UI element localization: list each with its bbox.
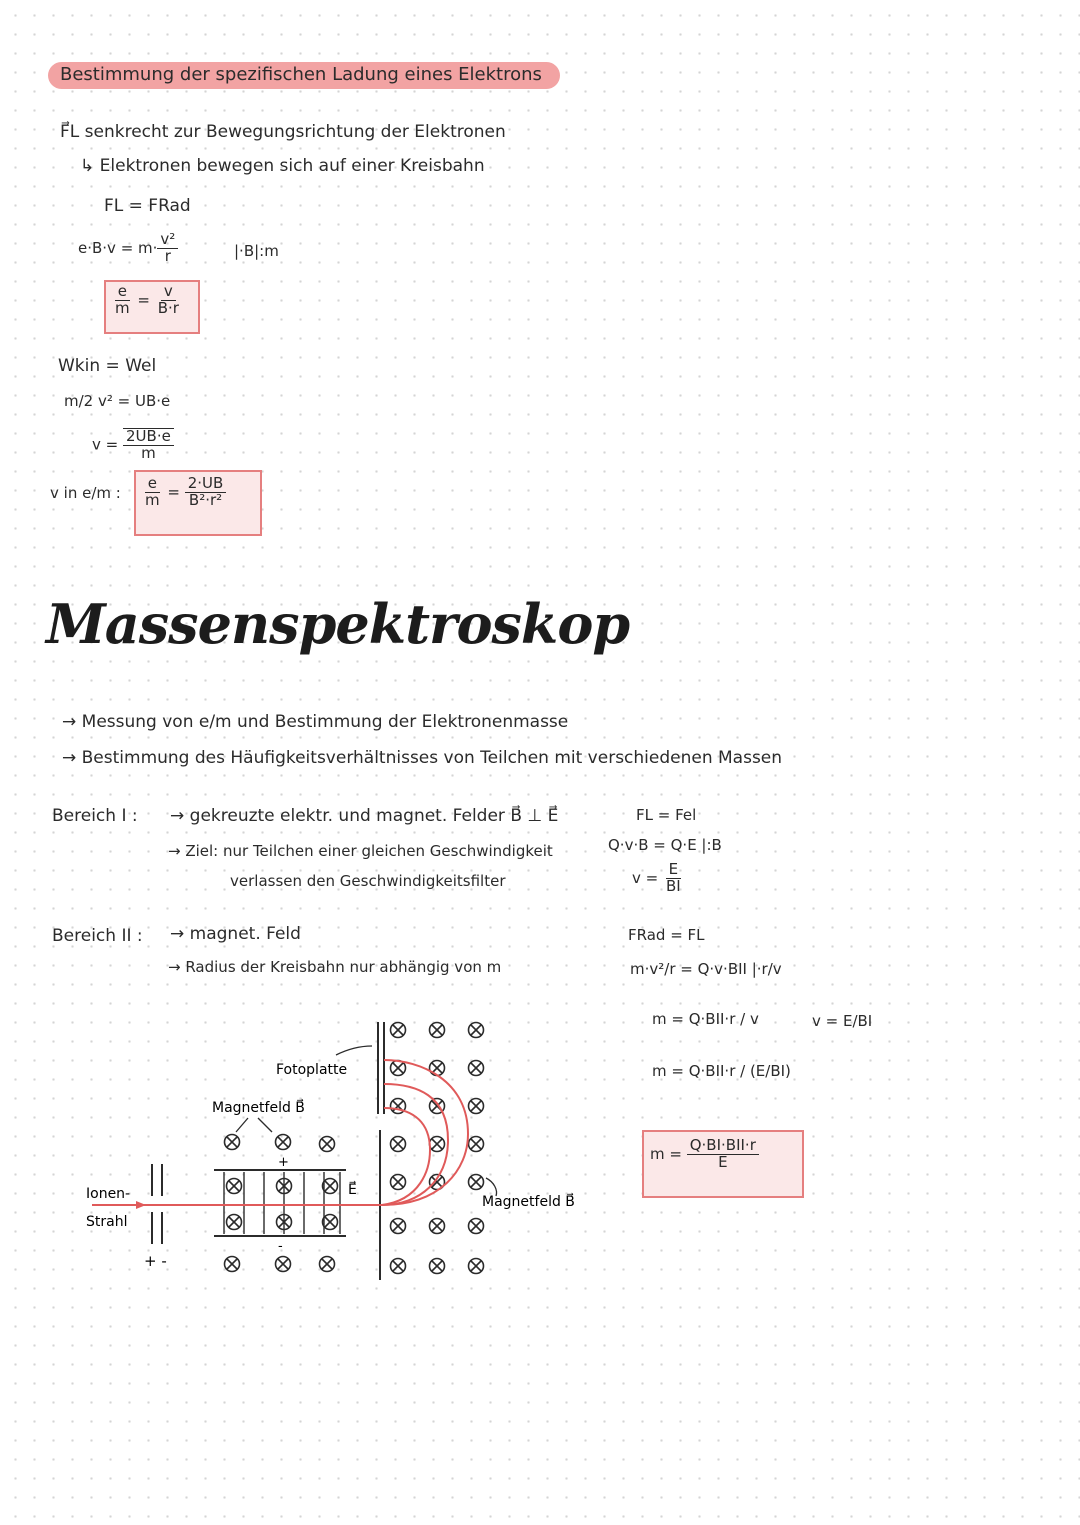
eq-energy: Wkin = Wel	[58, 356, 157, 376]
label-magnetfeld-1: Magnetfeld B⃗	[212, 1100, 305, 1116]
right-eq-5: m·v²/r = Q·v·BII |·r/v	[630, 960, 782, 978]
label-minus: -	[278, 1239, 283, 1254]
side-note-velocity: v = E/BI	[812, 1012, 873, 1030]
eq-label-v-in: v in e/m :	[50, 484, 121, 502]
line-circular-path: ↳ Elektronen bewegen sich auf einer Kreisbahn	[80, 156, 485, 176]
bereich1-text: → gekreuzte elektr. und magnet. Felder B⃗ ⊥ E⃗	[170, 806, 559, 826]
bereich1-goal-2: verlassen den Geschwindigkeitsfilter	[230, 872, 506, 890]
right-eq-6: m = Q·BII·r / v	[652, 1010, 759, 1028]
box2-equation: $\frac{e}{m}$ = $\frac{2\cdot UB}{\text{B²·r²}}$	[142, 476, 226, 509]
label-strahl: Strahl	[86, 1214, 128, 1230]
section1-heading: Bestimmung der spezifischen Ladung eines Elektrons	[48, 62, 560, 89]
eq-velocity: v = $\frac{2UB\cdot e}{m}$	[92, 428, 174, 462]
right-eq-4: FRad = FL	[628, 926, 705, 944]
bereich2-detail: → Radius der Kreisbahn nur abhängig von m	[168, 958, 502, 976]
right-eq-7: m = Q·BII·r / (E/BI)	[652, 1062, 791, 1080]
bullet-abundance: → Bestimmung des Häufigkeitsverhältnisses von Teilchen mit verschiedenen Massen	[62, 748, 783, 768]
line-force-perpendicular: F⃗L senkrecht zur Bewegungsrichtung der Elektronen	[60, 122, 506, 142]
label-plus-minus: + -	[144, 1252, 167, 1270]
eq-lorentz-centripetal: e·B·v = m· $\frac{\text{v²}}{r}$	[78, 232, 178, 265]
right-eq-2: Q·v·B = Q·E |:B	[608, 836, 722, 854]
eq-kinetic-electric: m/2 v² = UB·e	[64, 392, 171, 410]
label-plus: +	[278, 1155, 289, 1170]
bereich1-label: Bereich I :	[52, 806, 138, 826]
label-e-field: E⃗	[348, 1182, 357, 1198]
bereich2-text: → magnet. Feld	[170, 924, 301, 944]
bullet-measure: → Messung von e/m und Bestimmung der Elektronenmasse	[62, 712, 569, 732]
label-fotoplatte: Fotoplatte	[276, 1062, 348, 1078]
label-magnetfeld-2: Magnetfeld B⃗	[482, 1194, 575, 1210]
bereich2-label: Bereich II :	[52, 926, 143, 946]
field-symbols-region-2	[391, 1023, 484, 1274]
right-eq-1: FL = Fel	[636, 806, 697, 824]
label-ionen: Ionen-	[86, 1186, 131, 1202]
eq-operation: |·B|:m	[234, 242, 279, 260]
eq-force-balance: FL = FRad	[104, 196, 191, 216]
right-eq-8: m = $\frac{\text{Q·BI·BII·r}}{E}$	[650, 1138, 759, 1171]
photo-plate	[378, 1022, 384, 1280]
section2-title: Massenspektroskop	[46, 592, 630, 656]
bereich1-goal: → Ziel: nur Teilchen einer gleichen Geschwindigkeit	[168, 842, 553, 860]
right-eq-3: v = $\frac{E}{BI}$	[632, 860, 681, 895]
box1-equation: $\frac{e}{m}$ = $\frac{v}{B\cdot r}$	[115, 282, 179, 317]
